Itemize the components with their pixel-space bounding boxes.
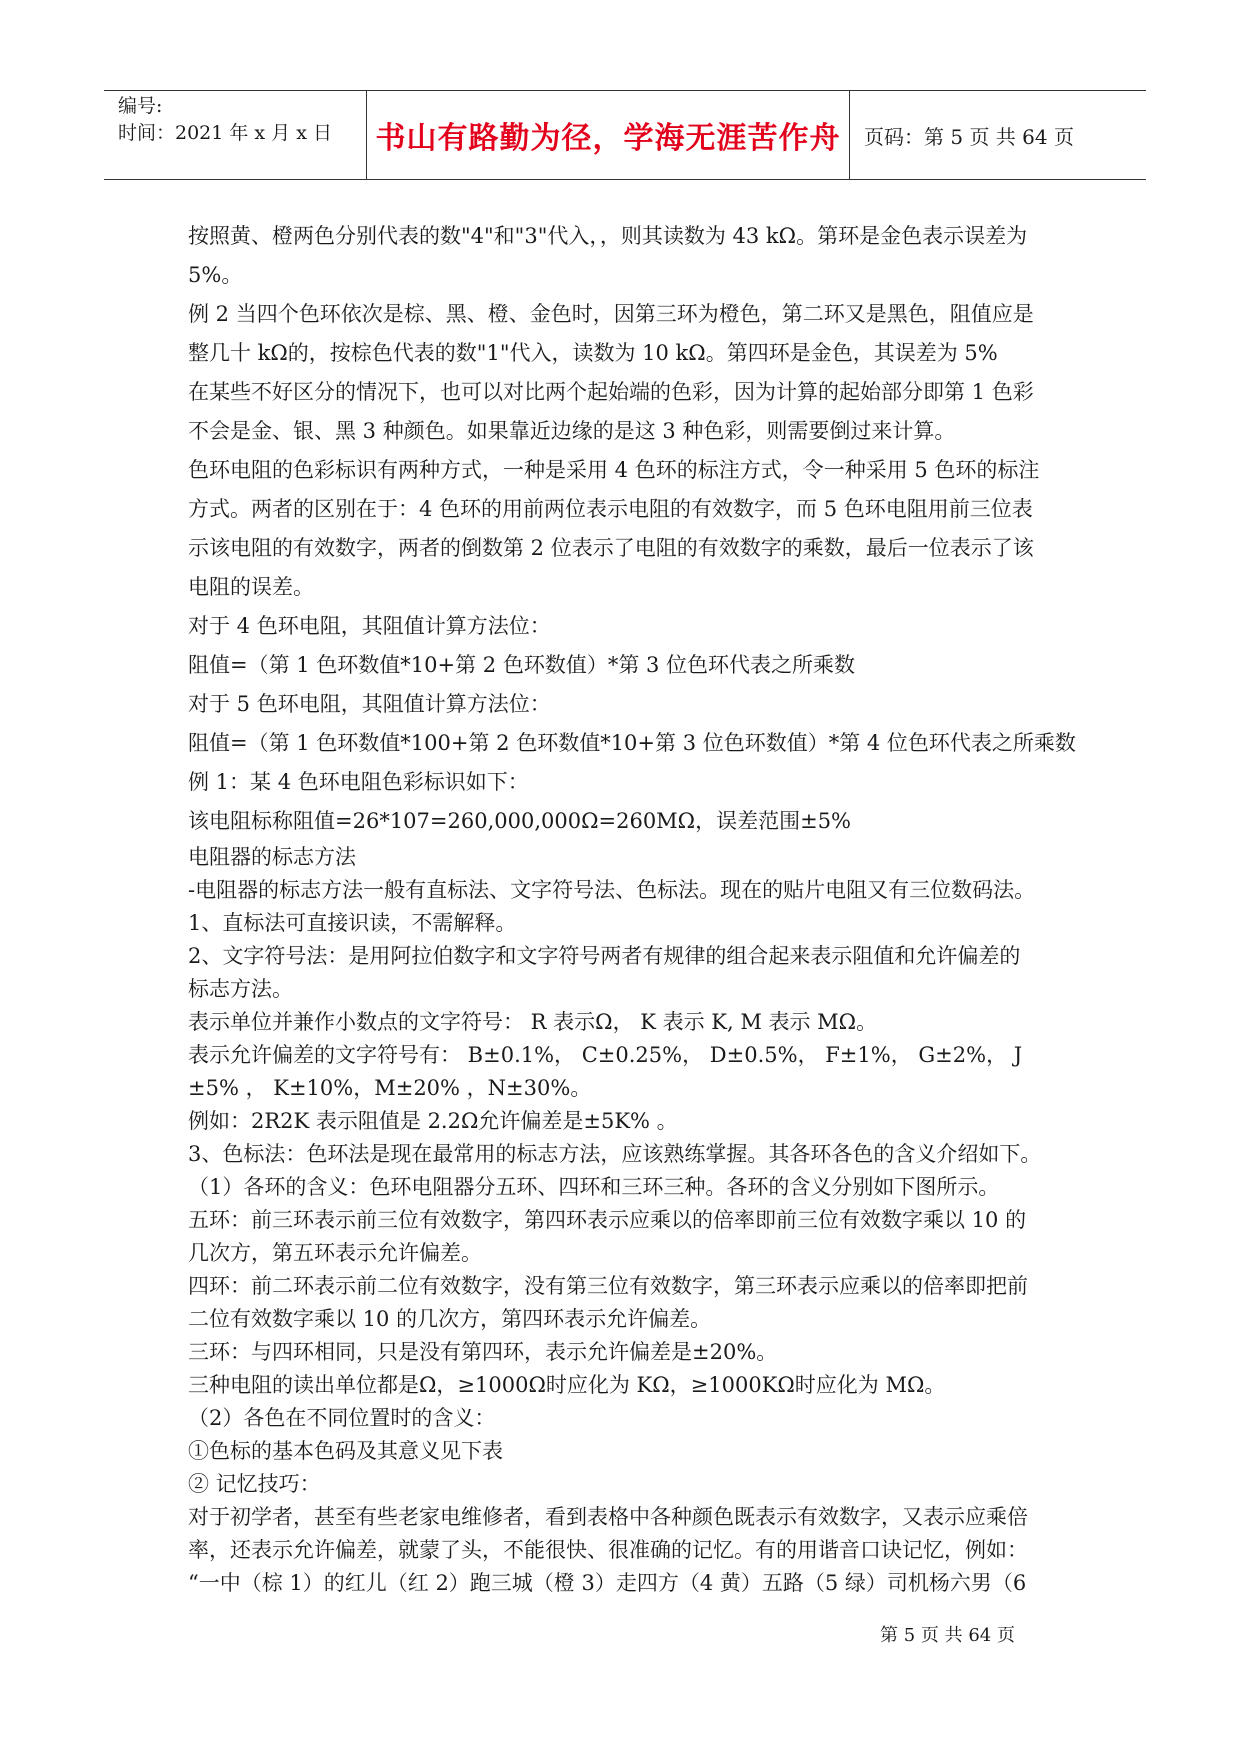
body-line: 阻值=（第 1 色环数值*100+第 2 色环数值*10+第 3 位色环数值）*第 4 位色环代表之所乘数 xyxy=(188,731,1076,755)
header-page-cell xyxy=(850,91,1146,179)
body-line: 该电阻标称阻值=26*107=260,000,000Ω=260MΩ，误差范围±5% xyxy=(188,809,852,833)
body-line: 表示允许偏差的文字符号有： B±0.1%， C±0.25%， D±0.5%， F±1%， G±2%， J xyxy=(188,1043,1023,1067)
body-line: “一中（棕 1）的红儿（红 2）跑三城（橙 3）走四方（4 黄）五路（5 绿）司机杨六男（6 xyxy=(188,1571,1027,1595)
body-line: 整几十 kΩ的，按棕色代表的数"1"代入，读数为 10 kΩ。第四环是金色，其误差为 5% xyxy=(188,341,998,365)
header-page-label: 页码：第 5 页 共 64 页 xyxy=(864,124,1074,149)
page-header xyxy=(104,90,1146,180)
body-line: 色环电阻的色彩标识有两种方式，一种是采用 4 色环的标注方式，令一种采用 5 色环的标注 xyxy=(188,458,1040,482)
body-line: ② 记忆技巧： xyxy=(188,1472,321,1496)
body-line: （1）各环的含义：色环电阻器分五环、四环和三环三种。各环的含义分别如下图所示。 xyxy=(188,1175,1000,1199)
body-line: 对于初学者，甚至有些老家电维修者，看到表格中各种颜色既表示有效数字，又表示应乘倍 xyxy=(188,1505,1028,1529)
body-line: 阻值=（第 1 色环数值*10+第 2 色环数值）*第 3 位色环代表之所乘数 xyxy=(188,653,856,677)
body-line: 三环：与四环相同，只是没有第四环，表示允许偏差是±20%。 xyxy=(188,1340,778,1364)
body-line: -电阻器的标志方法一般有直标法、文字符号法、色标法。现在的贴片电阻又有三位数码法。 xyxy=(188,878,1036,902)
doc-time-label: 时间：2021 年 x 月 x 日 xyxy=(118,122,332,144)
body-line: 在某些不好区分的情况下，也可以对比两个起始端的色彩，因为计算的起始部分即第 1 色彩 xyxy=(188,380,1034,404)
body-line: 不会是金、银、黑 3 种颜色。如果靠近边缘的是这 3 种色彩，则需要倒过来计算。 xyxy=(188,419,956,443)
body-line: 率，还表示允许偏差，就蒙了头，不能很快、很准确的记忆。有的用谐音口诀记忆，例如： xyxy=(188,1538,1028,1562)
body-line: 对于 4 色环电阻，其阻值计算方法位： xyxy=(188,614,551,638)
body-line: 四环：前二环表示前二位有效数字，没有第三位有效数字，第三环表示应乘以的倍率即把前 xyxy=(188,1274,1028,1298)
body-line: 标志方法。 xyxy=(188,977,293,1001)
body-line: 按照黄、橙两色分别代表的数"4"和"3"代入，，则其读数为 43 kΩ。第环是金色表示误差为 xyxy=(188,224,1028,248)
page-footer: 第 5 页 共 64 页 xyxy=(880,1625,1015,1646)
doc-number-label: 编号: xyxy=(118,95,163,117)
header-motto-cell xyxy=(366,91,850,179)
body-line: 对于 5 色环电阻，其阻值计算方法位： xyxy=(188,692,551,716)
body-line: 3、色标法：色环法是现在最常用的标志方法，应该熟练掌握。其各环各色的含义介绍如下。 xyxy=(188,1142,1042,1166)
body-line: 5%。 xyxy=(188,263,243,287)
header-motto: 书山有路勤为径，学海无涯苦作舟 xyxy=(375,121,841,156)
body-line: 电阻的误差。 xyxy=(188,575,314,599)
section-title: 电阻器的标志方法 xyxy=(188,845,356,869)
body-line: 二位有效数字乘以 10 的几次方，第四环表示允许偏差。 xyxy=(188,1307,712,1331)
body-line: 示该电阻的有效数字，两者的倒数第 2 位表示了电阻的有效数字的乘数，最后一位表示了该 xyxy=(188,536,1034,560)
body-line: 方式。两者的区别在于：4 色环的用前两位表示电阻的有效数字，而 5 色环电阻用前三位表 xyxy=(188,497,1033,521)
body-line: 例 2 当四个色环依次是棕、黑、橙、金色时，因第三环为橙色，第二环又是黑色，阻值应是 xyxy=(188,302,1034,326)
body-line: 三种电阻的读出单位都是Ω，≥1000Ω时应化为 KΩ，≥1000KΩ时应化为 MΩ。 xyxy=(188,1373,946,1397)
header-info xyxy=(104,91,366,179)
body-line: 1、直标法可直接识读，不需解释。 xyxy=(188,911,517,935)
body-line: 几次方，第五环表示允许偏差。 xyxy=(188,1241,482,1265)
body-line: 2、文字符号法：是用阿拉伯数字和文字符号两者有规律的组合起来表示阻值和允许偏差的 xyxy=(188,944,1021,968)
body-line: 例 1：某 4 色环电阻色彩标识如下： xyxy=(188,770,529,794)
body-line: 表示单位并兼作小数点的文字符号： R 表示Ω， K 表示 K, M 表示 MΩ。 xyxy=(188,1010,878,1034)
body-line: ①色标的基本色码及其意义见下表 xyxy=(188,1439,503,1463)
body-line: 五环：前三环表示前三位有效数字，第四环表示应乘以的倍率即前三位有效数字乘以 10 的 xyxy=(188,1208,1027,1232)
document-body xyxy=(188,217,1076,1600)
body-line: ±5% ， K±10%，M±20% ，N±30%。 xyxy=(188,1076,592,1100)
body-line: 例如：2R2K 表示阻值是 2.2Ω允许偏差是±5K% 。 xyxy=(188,1109,678,1133)
body-line: （2）各色在不同位置时的含义： xyxy=(188,1406,496,1430)
